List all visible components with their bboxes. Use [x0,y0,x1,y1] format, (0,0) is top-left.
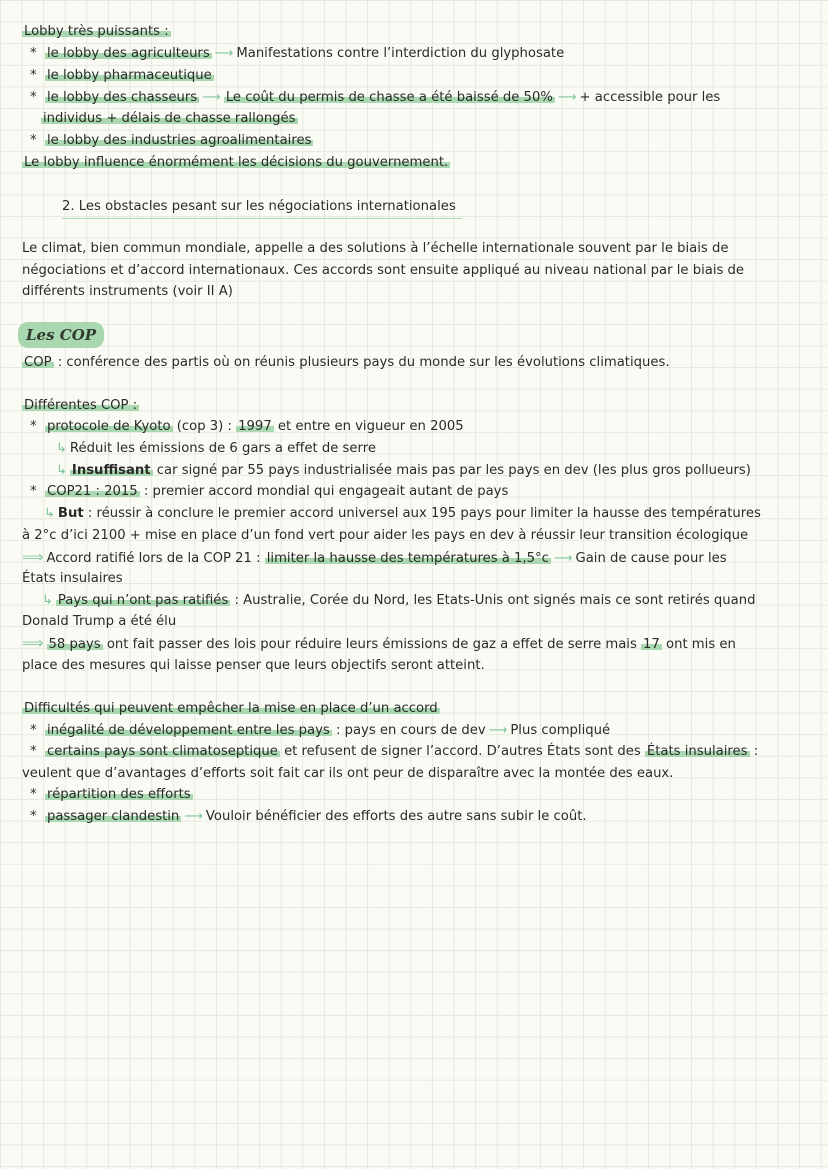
difficulty-item-2-line-2: veulent que d’avantages d’efforts soit fait car ils ont peur de disparaître avec la montée des eaux. [22,766,674,781]
cop-list-title: Différentes COP : [24,398,138,413]
paragraph-line-2: négociations et d’accord internationaux. Ces accords sont ensuite appliqué au niveau national par le biais de [22,263,745,278]
not-ratified-line: ↳ Pays qui n’ont pas ratifiés : Australie, Corée du Nord, les Etats-Unis ont signés mais ce sont retirés quand [42,590,755,612]
not-ratified-line-2: Donald Trump a été élu [22,614,177,629]
arrow-icon: ⟶ [557,90,577,105]
lobby-item-agriculteurs: * le lobby des agriculteurs ⟶ Manifestations contre l’interdiction du glyphosate [30,43,564,65]
laws-line-2: place des mesures qui laisse penser que leurs objectifs seront atteint. [22,658,485,673]
difficulties-title: Difficultés qui peuvent empêcher la mise en place d’un accord [24,701,438,716]
arrow-icon: ⟶ [214,46,234,61]
double-arrow-icon: ⟹ [22,634,44,652]
paragraph-line-3: différents instruments (voir II A) [22,284,233,299]
bent-arrow-icon: ↳ [56,441,67,456]
ratified-line: ⟹ Accord ratifié lors de la COP 21 : limiter la hausse des températures à 1,5°c ⟶ Gain de cause pour les [22,547,727,569]
arrow-icon: ⟶ [202,90,221,105]
double-arrow-icon: ⟹ [22,548,44,566]
lobby-item-agroalimentaire: * le lobby des industries agroalimentaires [30,133,312,148]
difficulty-item-2: * certains pays sont climatoseptique et refusent de signer l’accord. D’autres États sont des États insulaires : [30,744,759,759]
bent-arrow-icon: ↳ [44,506,55,521]
arrow-icon: ⟶ [184,809,203,824]
bent-arrow-icon: ↳ [42,593,53,608]
kyoto-sub-1: ↳ Réduit les émissions de 6 gars a effet de serre [56,438,376,460]
kyoto-item: * protocole de Kyoto (cop 3) : 1997 et entre en vigueur en 2005 [30,419,464,434]
ratified-line-2: États insulaires [22,571,123,586]
cop21-but: ↳ But : réussir à conclure le premier accord universel aux 195 pays pour limiter la hausse des températures [44,503,761,525]
section-title: 2. Les obstacles pesant sur les négociations internationales [62,196,462,219]
lobby-item-pharma: * le lobby pharmaceutique [30,68,212,83]
lobby-item-chasseurs: * le lobby des chasseurs ⟶ Le coût du permis de chasse a été baissé de 50% ⟶ + accessible pour les [30,87,720,109]
paragraph-line-1: Le climat, bien commun mondiale, appelle a des solutions à l’échelle internationale souvent par le biais de [22,241,729,256]
arrow-icon: ⟶ [553,551,573,566]
cop-heading: Les COP [18,322,104,348]
cop21-item: * COP21 : 2015 : premier accord mondial qui engageait autant de pays [30,484,509,499]
difficulty-item-1: * inégalité de développement entre les pays : pays en cours de dev ⟶ Plus compliqué [30,720,610,742]
arrow-icon: ⟶ [488,723,508,738]
cop-definition: COP : conférence des partis où on réunis plusieurs pays du monde sur les évolutions climatiques. [24,355,670,370]
bent-arrow-icon: ↳ [56,463,67,478]
lobby-title: Lobby très puissants : [24,24,169,39]
laws-line: ⟹ 58 pays ont fait passer des lois pour réduire leurs émissions de gaz a effet de serre mais 17 ont mis en [22,633,736,655]
lobby-conclusion: Le lobby influence énormément les décisions du gouvernement. [24,155,449,170]
difficulty-item-4: * passager clandestin ⟶ Vouloir bénéficier des efforts des autre sans subir le coût. [30,806,587,828]
difficulty-item-3: * répartition des efforts [30,787,191,802]
cop21-but-line-2: à 2°c d’ici 2100 + mise en place d’un fond vert pour aider les pays en dev à réussir leur transition écologique [22,528,749,543]
kyoto-sub-2: ↳ Insuffisant car signé par 55 pays industrialisée mais pas par les pays en dev (les plus gros pollueurs) [56,460,751,482]
lobby-item-chasseurs-continuation: individus + délais de chasse rallongés [43,111,296,126]
